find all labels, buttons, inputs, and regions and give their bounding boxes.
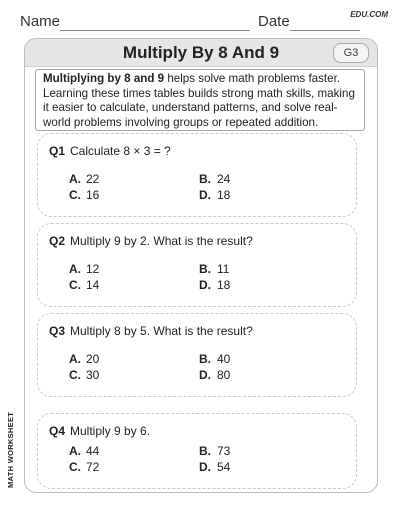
option-b-value[interactable]: 73: [217, 444, 231, 458]
option-a-value[interactable]: 20: [86, 352, 100, 366]
option-c-value[interactable]: 30: [86, 368, 100, 382]
option-a-letter: A.: [69, 444, 81, 458]
option-b-letter: B.: [199, 262, 211, 276]
option-b-letter: B.: [199, 352, 211, 366]
option-a-letter: A.: [69, 262, 81, 276]
option-d-letter: D.: [199, 188, 211, 202]
date-line: [290, 30, 360, 31]
option-c-letter: C.: [69, 368, 81, 382]
question-card-4: [37, 413, 357, 489]
option-d-value[interactable]: 54: [217, 460, 231, 474]
date-label: Date: [258, 13, 290, 30]
brand-logo: EDU.COM: [350, 10, 388, 19]
name-line: [60, 30, 250, 31]
option-c-value[interactable]: 16: [86, 188, 100, 202]
option-d-letter: D.: [199, 368, 211, 382]
intro-text: helps solve math problems faster. Learning these times tables builds strong math skills, making it easier to calculate, understand patterns, and solve real-world problems involving groups or repeated addition.: [43, 72, 355, 129]
question-card-1: [37, 133, 357, 217]
option-d-letter: D.: [199, 278, 211, 292]
name-date-row: [20, 13, 360, 33]
question-text: Calculate 8 × 3 = ?: [70, 144, 171, 158]
question-card-3: [37, 313, 357, 397]
question-number: Q4: [49, 424, 66, 438]
grade-badge: G3: [333, 43, 369, 63]
option-a-letter: A.: [69, 352, 81, 366]
option-b-value[interactable]: 24: [217, 172, 231, 186]
option-c-value[interactable]: 72: [86, 460, 100, 474]
title-bar: [25, 39, 377, 67]
option-a-value[interactable]: 22: [86, 172, 100, 186]
option-c-value[interactable]: 14: [86, 278, 100, 292]
name-label: Name: [20, 13, 61, 30]
option-d-value[interactable]: 18: [217, 278, 231, 292]
question-text: Multiply 8 by 5. What is the result?: [70, 324, 253, 338]
worksheet-title: Multiply By 8 And 9: [122, 43, 280, 62]
option-b-letter: B.: [199, 172, 211, 186]
option-b-value[interactable]: 11: [217, 262, 230, 276]
worksheet-panel: [24, 38, 378, 493]
intro-box: [35, 69, 365, 131]
question-number: Q2: [49, 234, 66, 248]
option-b-value[interactable]: 40: [217, 352, 231, 366]
option-d-value[interactable]: 18: [217, 188, 231, 202]
option-a-value[interactable]: 12: [86, 262, 100, 276]
option-a-letter: A.: [69, 172, 81, 186]
option-d-letter: D.: [199, 460, 211, 474]
question-number: Q1: [49, 144, 66, 158]
option-b-letter: B.: [199, 444, 211, 458]
option-a-value[interactable]: 44: [86, 444, 100, 458]
question-number: Q3: [49, 324, 66, 338]
side-label: MATH WORKSHEET: [6, 411, 15, 488]
option-d-value[interactable]: 80: [217, 368, 231, 382]
option-c-letter: C.: [69, 188, 81, 202]
option-c-letter: C.: [69, 278, 81, 292]
question-text: Multiply 9 by 2. What is the result?: [70, 234, 253, 248]
question-text: Multiply 9 by 6.: [70, 424, 151, 438]
intro-bold-text: Multiplying by 8 and 9: [43, 72, 165, 85]
question-card-2: [37, 223, 357, 307]
option-c-letter: C.: [69, 460, 81, 474]
